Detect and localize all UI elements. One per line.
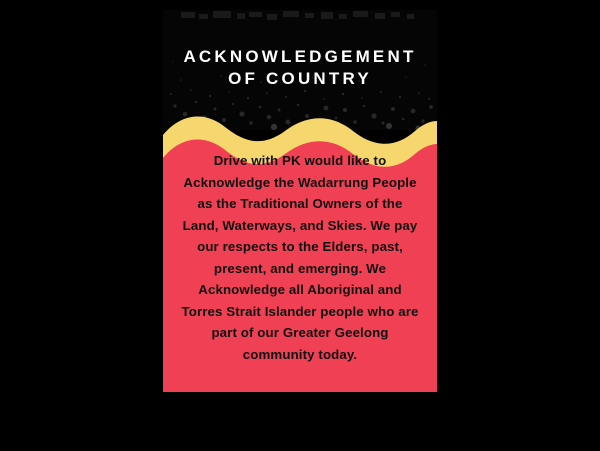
acknowledgement-body-text: Drive with PK would like to Acknowledge the Wadarrung People as the Traditional Owners of the Land, Waterways, and Skies. We pay our respects to the Elders, past, present, and emerging. We Acknowledge all Aboriginal and Torres Strait Islander people who are part of our Greater Geelong community today.	[181, 153, 419, 362]
poster-title-line-2: OF COUNTRY	[228, 69, 372, 88]
top-ragged-edge-icon	[163, 10, 437, 24]
acknowledgement-of-country-poster	[163, 10, 437, 392]
poster-title-line-1: ACKNOWLEDGEMENT	[183, 47, 417, 66]
poster-title	[163, 46, 437, 90]
